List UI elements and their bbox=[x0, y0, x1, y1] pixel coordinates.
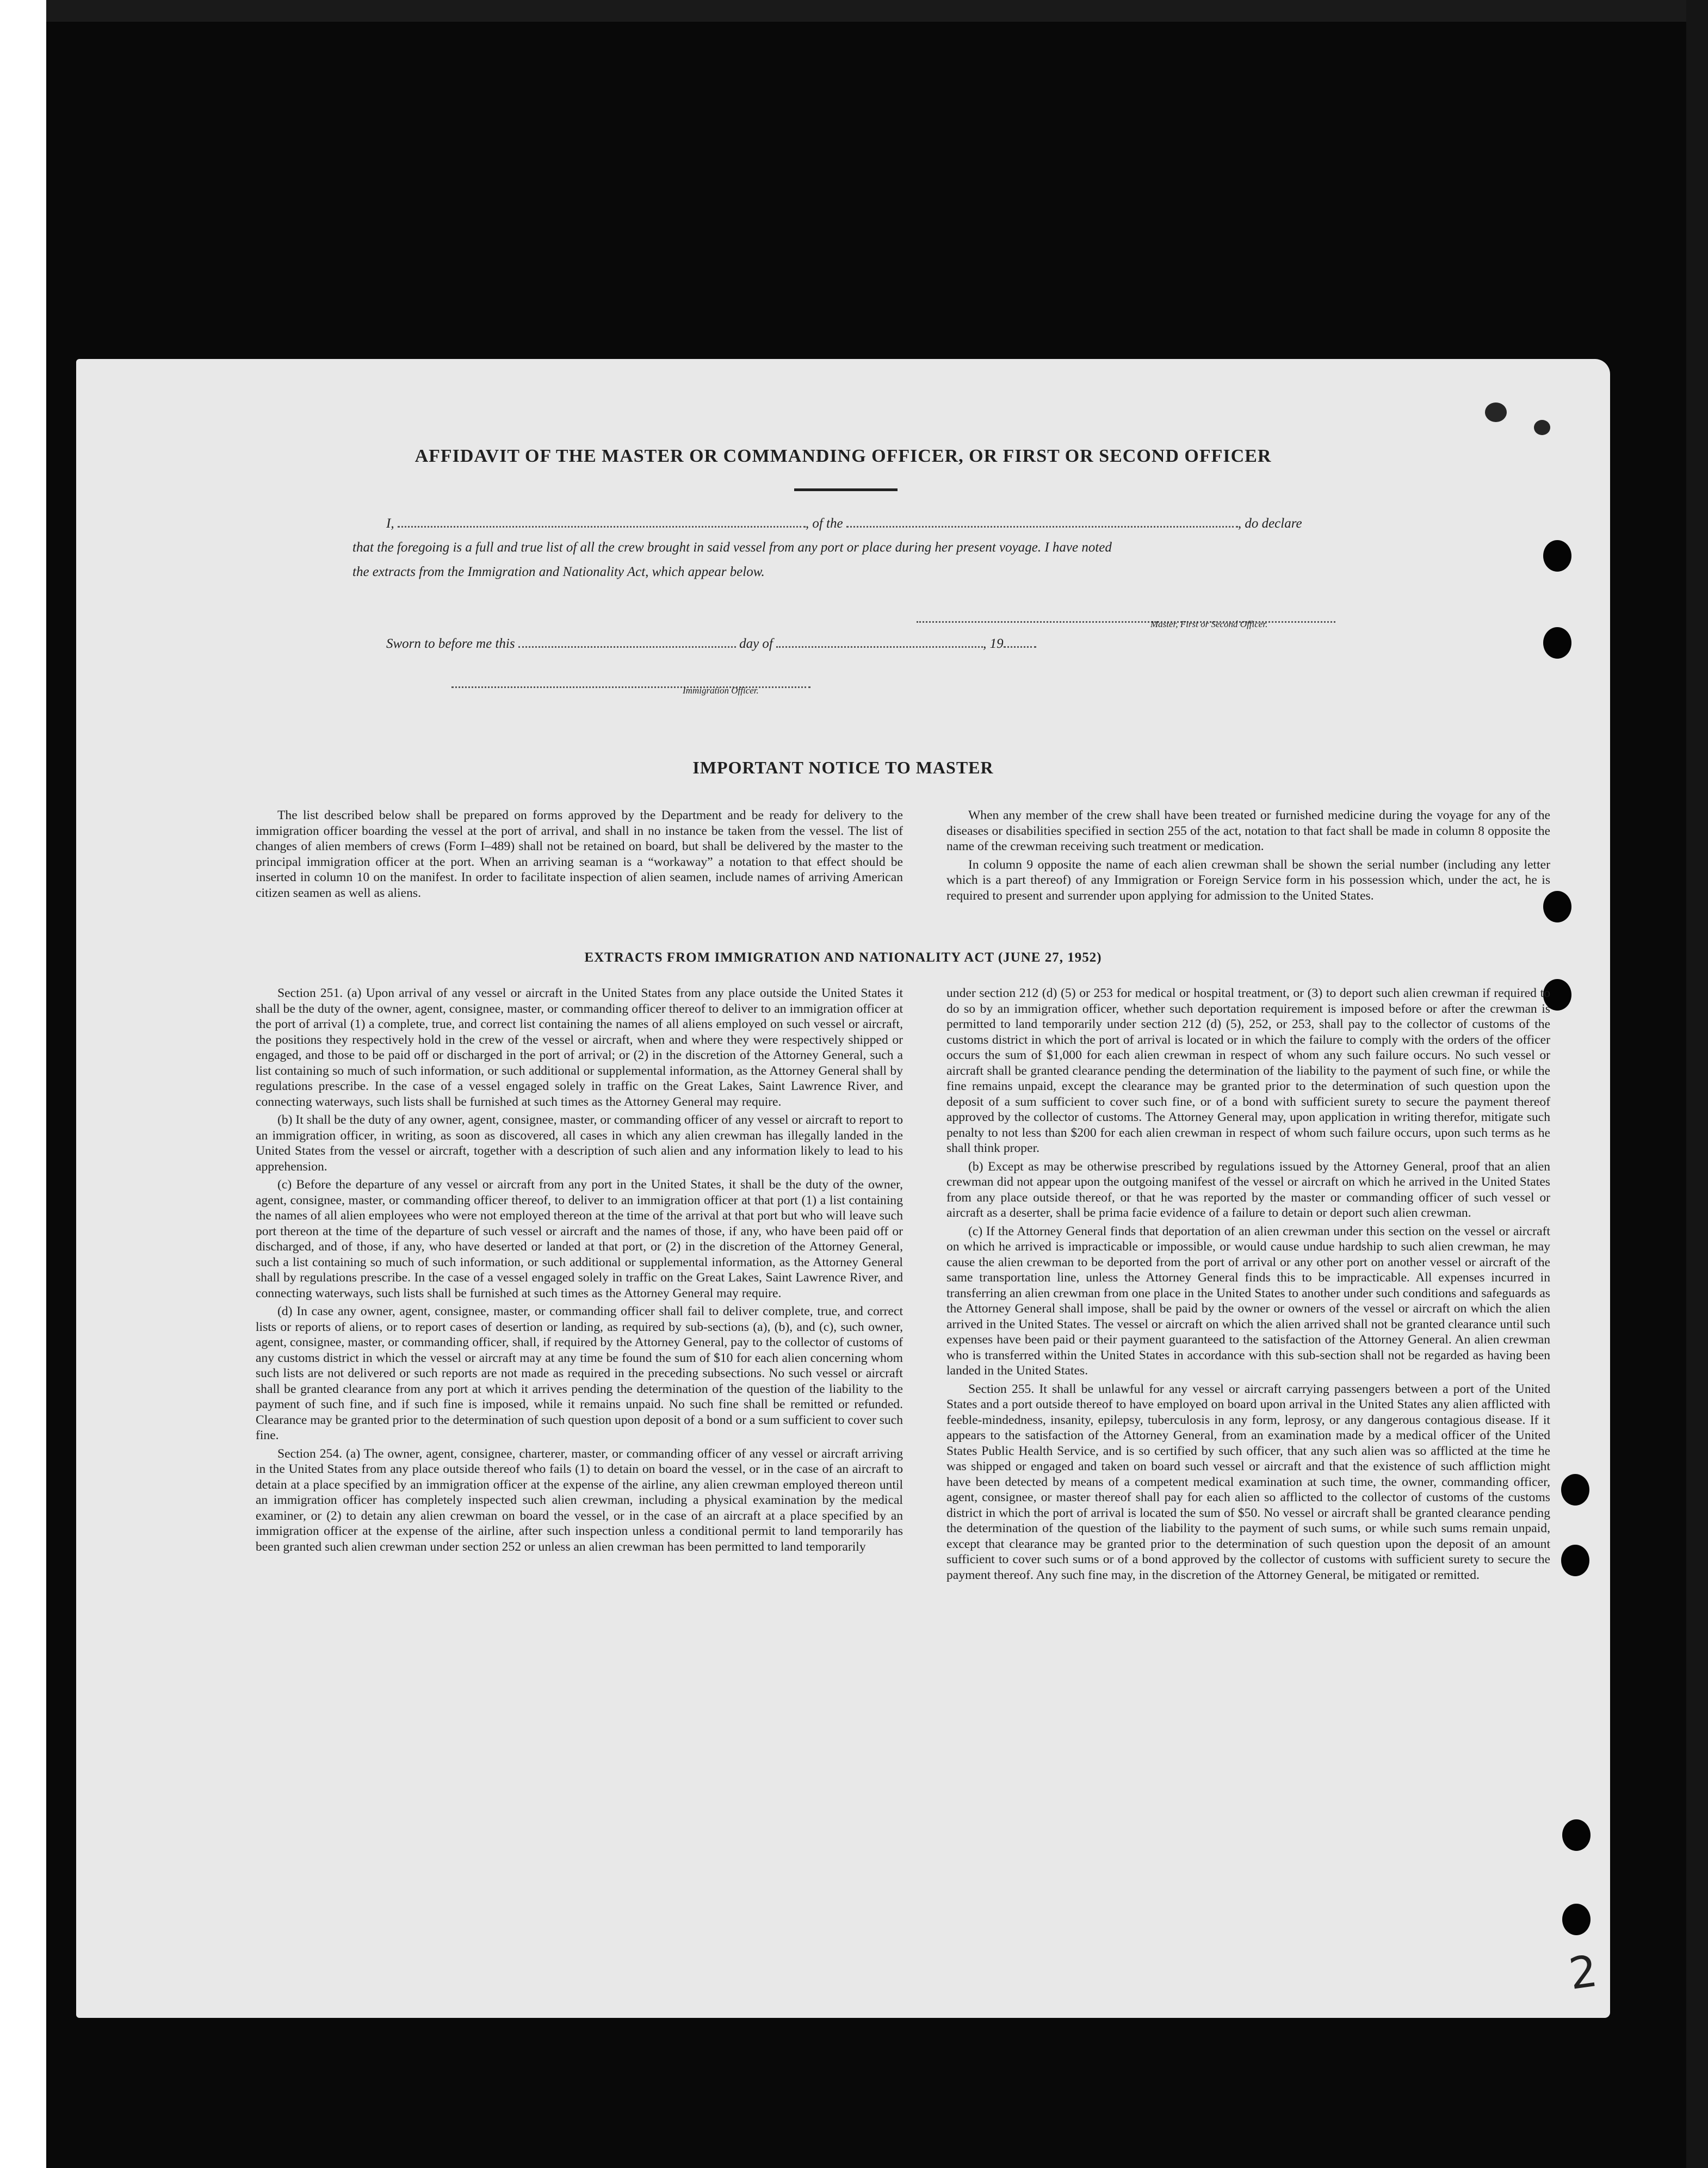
binder-hole bbox=[1543, 540, 1571, 572]
extract-paragraph: (b) Except as may be otherwise prescribed by regulations issued by the Attorney General, proof that an alien crewman did not appear upon the outgoing manifest of the vessel or aircraft on which he arrived in the United States from any place outside thereof, or that he was reported by the master or commanding officer of such vessel or aircraft as a deserter, shall be prima facie evidence of a failure to detain or deport such alien crewman. bbox=[946, 1159, 1550, 1220]
notice-paragraph: When any member of the crew shall have been treated or furnished medicine during the voyage for any of the diseases or disabilities specified in section 255 of the act, notation to that fact shall be made in column 8 opposite the name of the crewman receiving such treatment or medication. bbox=[946, 808, 1550, 853]
notice-paragraph: In column 9 opposite the name of each alien crewman shall be shown the serial number (including any letter which is a part thereof) of any Immigration or Foreign Service form in his possession which, under the act, he is required to present and surrender upon applying for admission to the United States. bbox=[946, 857, 1550, 903]
master-signature-blank[interactable] bbox=[917, 610, 1335, 623]
document-page bbox=[76, 359, 1610, 2018]
punch-mark bbox=[1534, 420, 1550, 435]
notice-right-column bbox=[946, 808, 1550, 903]
immigration-officer-caption: Immigration Officer. bbox=[683, 685, 759, 696]
i-label: I, bbox=[386, 516, 394, 531]
extract-paragraph: Section 254. (a) The owner, agent, consignee, charterer, master, or commanding officer of any vessel or aircraft arriving in the United States from any place outside thereof who fails (1) to detain on board the vessel, or in the case of an aircraft to detain at a place specified by an immigration officer at the expense of the airline, any alien crewman employed thereon until an immigration officer has completely inspected such alien crewman, including a physical examination by the medical examiner, or (2) to detain any alien crewman on board the vessel, or in the case of an aircraft at a place specified by an immigration officer at the expense of the airline, after such inspection unless a conditional permit to land temporarily has been granted such alien crewman under section 252 or unless an alien crewman has been permitted to land temporarily bbox=[256, 1446, 903, 1554]
vessel-blank[interactable] bbox=[846, 515, 1238, 528]
scan-border-right bbox=[1686, 0, 1708, 2168]
extracts-left-column bbox=[256, 986, 903, 1554]
declaration-text-1: that the foregoing is a full and true list of all the crew brought in said vessel from any port or place during her present voyage. I have noted bbox=[352, 540, 1112, 555]
extracts-right-column bbox=[946, 986, 1550, 1583]
declaration-fill-line bbox=[386, 515, 1302, 531]
title-underline bbox=[794, 488, 898, 491]
sworn-line bbox=[386, 635, 1036, 652]
affidavit-title: AFFIDAVIT OF THE MASTER OR COMMANDING OFFICER, OR FIRST OR SECOND OFFICER bbox=[414, 446, 1272, 466]
sworn-label: Sworn to before me this bbox=[386, 636, 515, 651]
scan-border-left bbox=[0, 0, 46, 2168]
name-blank[interactable] bbox=[398, 515, 806, 528]
handwritten-page-mark: 2 bbox=[1565, 1945, 1601, 2000]
extract-paragraph: (d) In case any owner, agent, consignee, master, or commanding officer shall fail to deliver complete, true, and correct lists or reports of aliens, or to report cases of desertion or landing, as required by sub-sections (a), (b), and (c), such owner, agent, consignee, master, or commanding officer, shall, if required by the Attorney General, pay to the collector of customs of any customs district in which the vessel or aircraft may at any time be found the sum of $10 for each alien concerning whom such lists are not delivered or such reports are not made as required in the preceding subsections. No such vessel or aircraft shall be granted clearance from any port at which it arrives pending the determination of the question of the liability to the payment of such fine, and if such fine is imposed, while it remains unpaid. No such fine shall be remitted or refunded. Clearance may be granted prior to the determination of such question upon deposit of a bond or a sum sufficient to cover such fine. bbox=[256, 1304, 903, 1442]
punch-mark bbox=[1485, 402, 1507, 422]
extract-paragraph: (b) It shall be the duty of any owner, agent, consignee, master, or commanding officer of any vessel or aircraft to report to an immigration officer, in writing, as soon as discovered, all cases in which any alien crewman has illegally landed in the United States from the vessel or aircraft, together with a description of such alien and any information likely to lead to his apprehension. bbox=[256, 1113, 903, 1174]
sworn-day-blank[interactable] bbox=[518, 635, 736, 648]
sworn-year-blank[interactable] bbox=[1004, 635, 1036, 648]
declaration-text-2: the extracts from the Immigration and Nationality Act, which appear below. bbox=[352, 565, 765, 579]
extract-paragraph: Section 255. It shall be unlawful for any vessel or aircraft carrying passengers between a port of the United States and a port outside thereof to have employed on board upon arrival in the United States any alien afflicted with feeble-mindedness, insanity, epilepsy, tuberculosis in any form, leprosy, or any dangerous contagious disease. If it appears to the satisfaction of the Attorney General, from an examination made by a medical officer of the United States Public Health Service, and is so certified by such officer, that any such alien was so afflicted at the time he was shipped or engaged and taken on board such vessel or aircraft and that the existence of such affliction might have been detected by means of a competent medical examination at such time, the owner, commanding officer, agent, consignee, or master thereof shall pay for each alien so afflicted to the collector of customs of the customs district in which the port of arrival is located the sum of $50. No vessel or aircraft shall be granted clearance pending the determination of the question of the liability to the payment of such sums, or while such sums remain unpaid, except that clearance may be granted prior to the determination of such question upon the deposit of an amount sufficient to cover such sums or of a bond approved by the collector of customs with sufficient surety to secure the payment thereof. Any such fine may, in the discretion of the Attorney General, be mitigated or remitted. bbox=[946, 1382, 1550, 1582]
declare-label: , do declare bbox=[1237, 516, 1302, 531]
sworn-month-blank[interactable] bbox=[776, 635, 983, 648]
binder-hole bbox=[1561, 1545, 1589, 1576]
master-signature-caption: Master, First or Second Officer. bbox=[1150, 619, 1268, 629]
extract-paragraph: (c) If the Attorney General finds that deportation of an alien crewman under this section on the vessel or aircraft on which he arrived is impracticable or impossible, or would cause undue hardship to such alien crewman, he may cause the alien crewman to be deported from the port of arrival or any other port on another vessel or aircraft of the same transportation line, unless the Attorney General finds this to be impracticable. All expenses incurred in transferring an alien crewman from one place in the United States to another under such conditions and safeguards as the Attorney General shall impose, shall be paid by the owner or owners of the vessel or aircraft on which the alien arrived in the United States. The vessel or aircraft on which the alien arrived shall not be granted clearance until such expenses have been paid or their payment guaranteed to the satisfaction of the Attorney General. An alien crewman who is transferred within the United States in accordance with this sub-section shall not be regarded as having been landed in the United States. bbox=[946, 1224, 1550, 1378]
notice-title: IMPORTANT NOTICE TO MASTER bbox=[692, 758, 994, 777]
of-the-label: , of the bbox=[805, 516, 843, 531]
extract-paragraph: Section 251. (a) Upon arrival of any vessel or aircraft in the United States from any place outside the United States it shall be the duty of the owner, agent, consignee, master, or commanding officer thereof to deliver to an immigration officer at the port of arrival (1) a complete, true, and correct list containing the names of all aliens employed on such vessel or aircraft, the positions they respectively hold in the crew of the vessel or aircraft, when and where they were respectively shipped or engaged, and those to be paid off or discharged in the port of arrival; or (2) in the discretion of the Attorney General, such a list containing so much of such information, or such additional or supplemental information, as the Attorney General shall by regulations prescribe. In the case of a vessel engaged solely in traffic on the Great Lakes, Saint Lawrence River, and connecting waterways, such lists shall be furnished at such times as the Attorney General may require. bbox=[256, 986, 903, 1109]
binder-hole bbox=[1562, 1904, 1591, 1935]
extract-paragraph: under section 212 (d) (5) or 253 for medical or hospital treatment, or (3) to deport such alien crewman if required to do so by an immigration officer, whether such deportation requirement is imposed before or after the crewman is permitted to land temporarily under section 212 (d) (5), 252, or 253, shall pay to the collector of customs of the customs district in which the port of arrival is located or in which the failure to comply with the orders of the officer occurs the sum of $1,000 for each alien crewman in respect of whom any such failure occurs. No such vessel or aircraft shall be granted clearance pending the determination of the liability to the payment of such fine, or while the fine remains unpaid, except the clearance may be granted prior to the determination of such question upon the deposit of a sum sufficient to cover such fine, or of a bond with sufficient surety to secure the payment thereof approved by the collector of customs. The Attorney General may, upon application in writing therefor, mitigate such penalty to not less than $200 for each alien crewman in respect of whom such failure occurs, upon such terms as he shall think proper. bbox=[946, 986, 1550, 1155]
year-label: , 19 bbox=[983, 636, 1004, 651]
binder-hole bbox=[1562, 1819, 1591, 1851]
notice-paragraph: The list described below shall be prepared on forms approved by the Department and be ready for delivery to the immigration officer boarding the vessel at the port of arrival, and shall in no instance be taken from the vessel. The list of changes of alien members of crews (Form I–489) shall not be retained on board, but shall be delivered by the master to the principal immigration officer at the port. When an arriving seaman is a “workaway” a notation to that effect should be inserted in column 10 on the manifest. In order to facilitate inspection of alien seamen, include names of arriving American citizen seamen as well as aliens. bbox=[256, 808, 903, 900]
binder-hole bbox=[1543, 627, 1571, 659]
day-of-label: day of bbox=[739, 636, 773, 651]
extract-paragraph: (c) Before the departure of any vessel or aircraft from any port in the United States, it shall be the duty of the owner, agent, consignee, master, or commanding officer thereof, to deliver to an immigration officer at that port (1) a list containing the names of all alien employees who were not employed thereon at the time of the arrival at that port but who will leave such port thereon at the time of the departure of such vessel or aircraft and the names of those, if any, who have been paid off or discharged, and of those, if any, who have deserted or landed at that port, or (2) in the discretion of the Attorney General, such a list containing so much of such information, or such additional or supplemental information, as the Attorney General shall by regulations prescribe. In the case of a vessel engaged solely in traffic on the Great Lakes, Saint Lawrence River, and connecting waterways, such lists shall be furnished at such times as the Attorney General may require. bbox=[256, 1178, 903, 1300]
notice-left-column bbox=[256, 808, 903, 901]
scan-border-top bbox=[46, 0, 1708, 22]
binder-hole bbox=[1561, 1474, 1589, 1506]
extracts-title: EXTRACTS FROM IMMIGRATION AND NATIONALITY ACT (JUNE 27, 1952) bbox=[584, 950, 1102, 965]
